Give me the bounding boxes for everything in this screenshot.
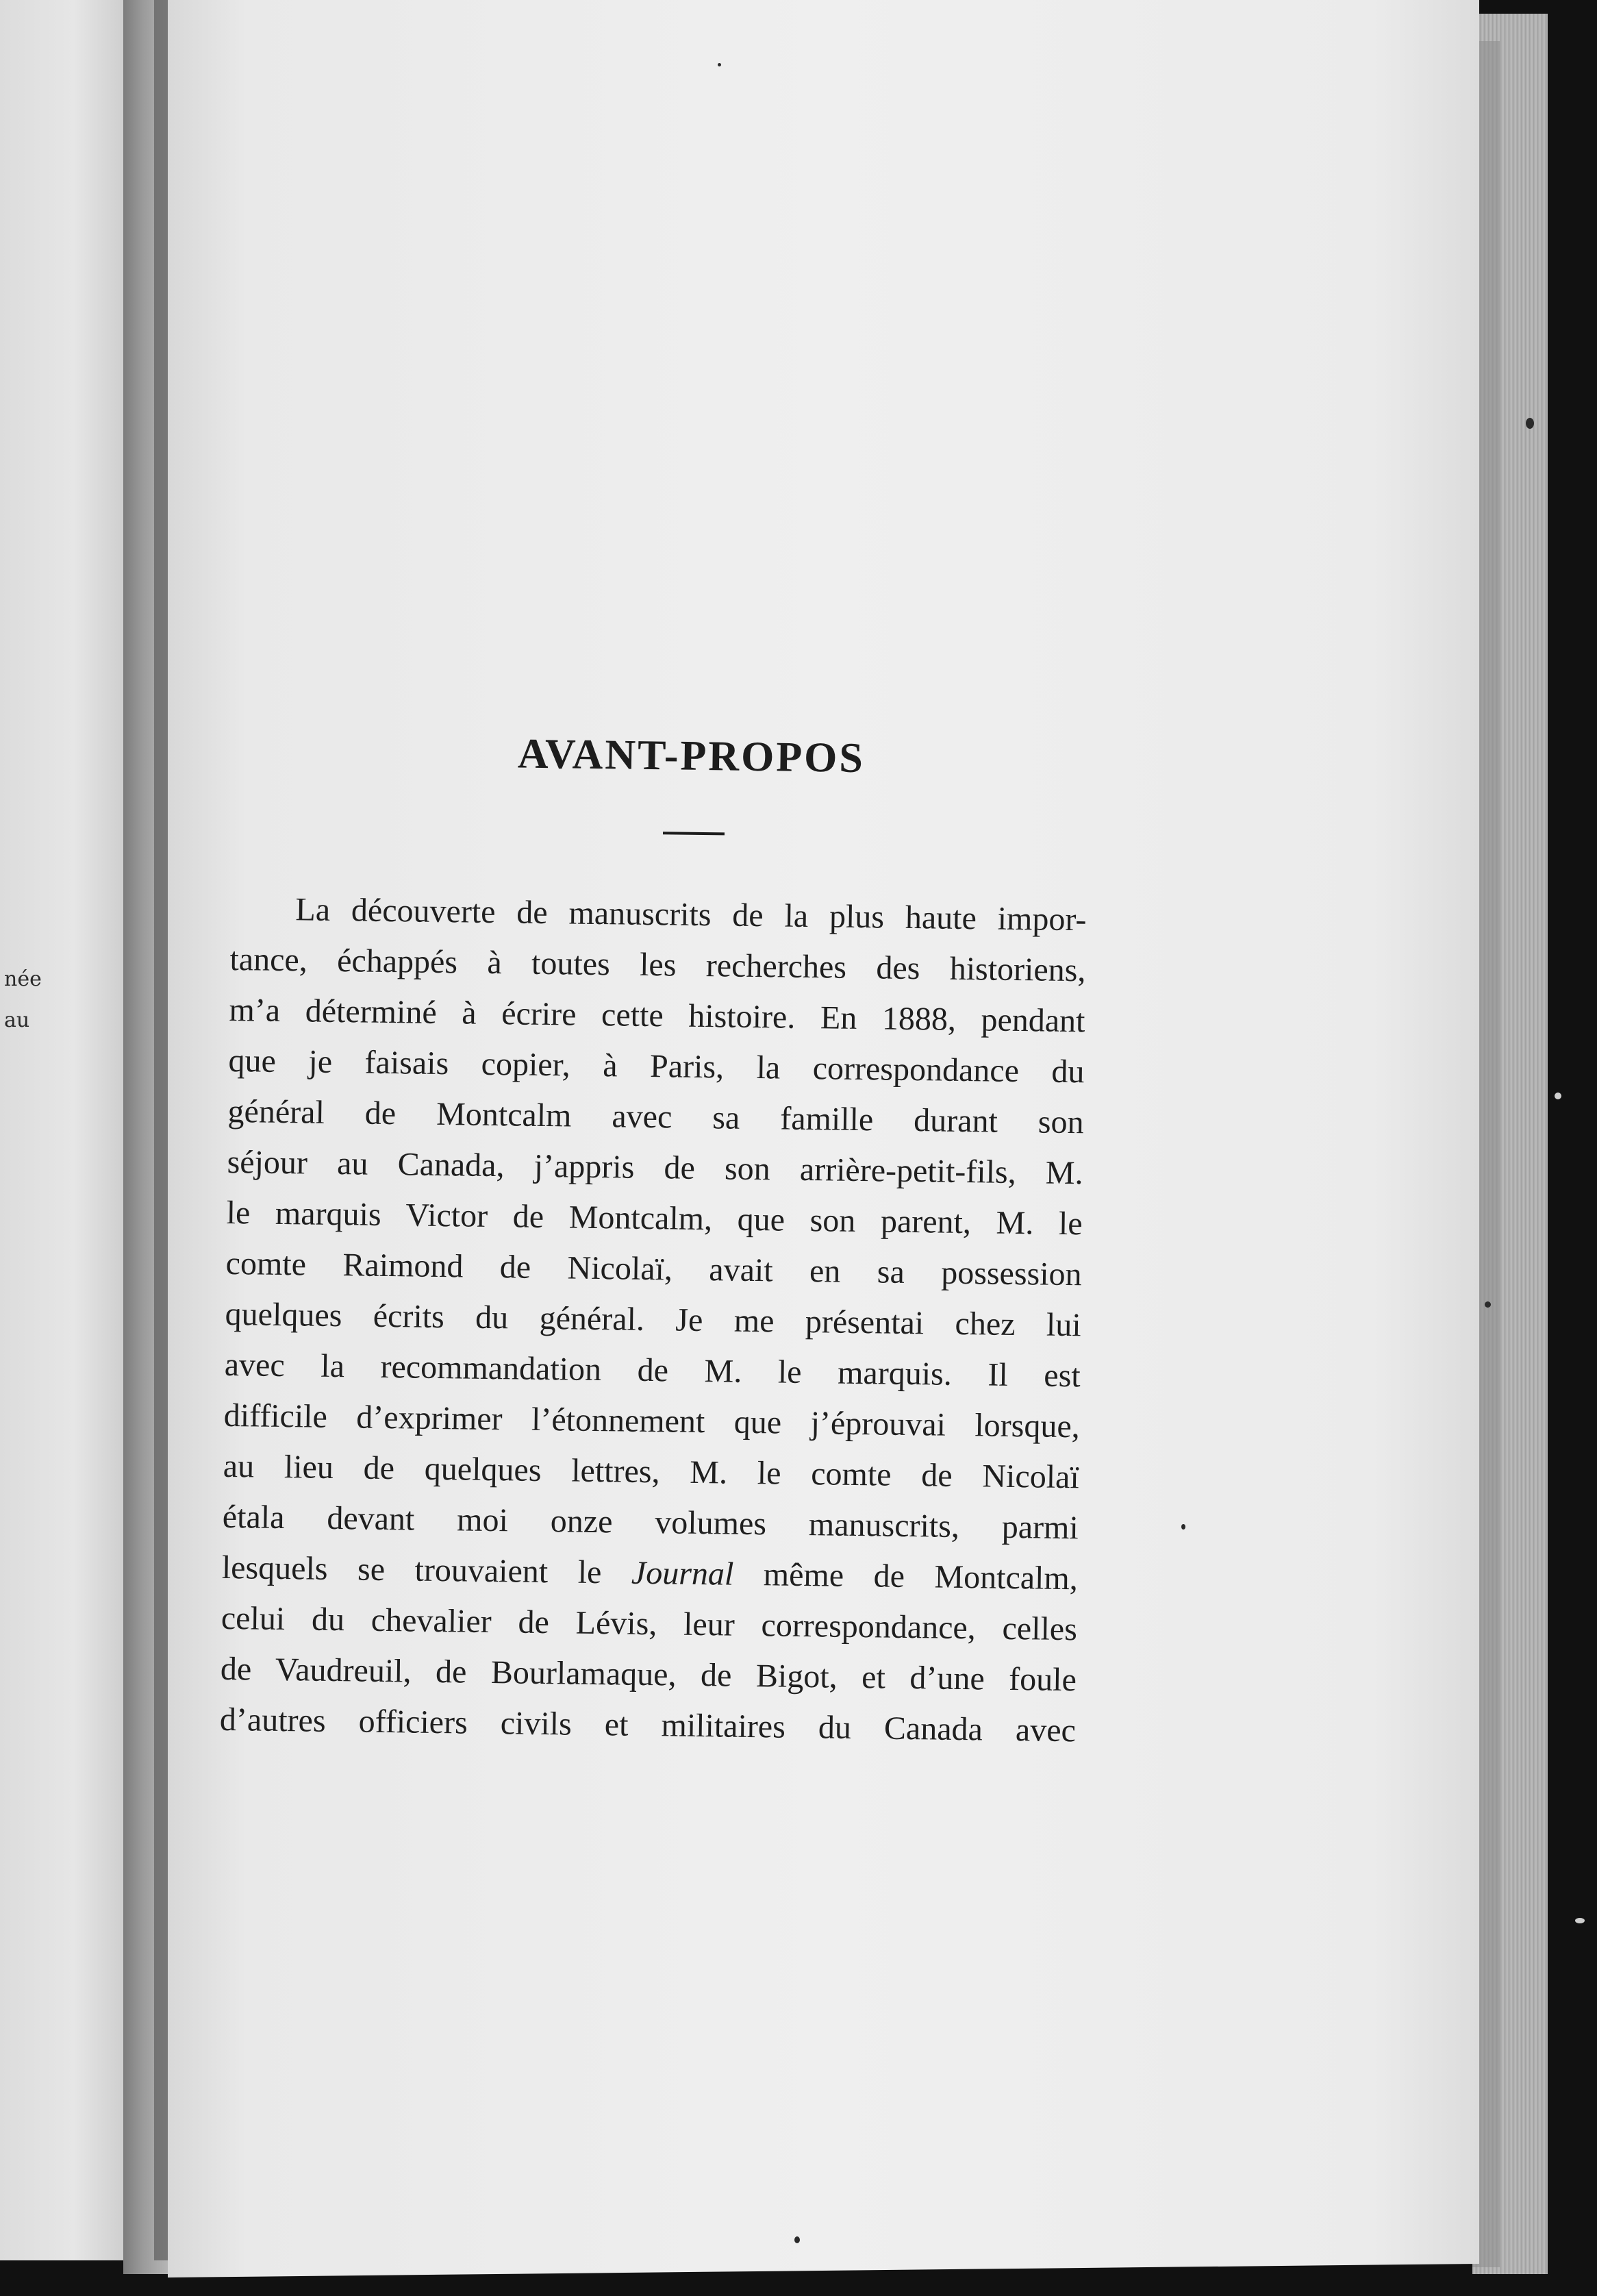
scan-speck bbox=[794, 2236, 800, 2243]
gutter-shadow bbox=[154, 0, 168, 2260]
preface-paragraph bbox=[220, 884, 1121, 1757]
heading-rule bbox=[663, 832, 725, 835]
text-line: La découverte de manuscrits de la plus haute impor- bbox=[295, 891, 1087, 938]
journal-title: Journal bbox=[631, 1554, 734, 1593]
page-heading: AVANT-PROPOS bbox=[517, 730, 866, 782]
scan-speck bbox=[1485, 1301, 1491, 1308]
text-line: difficile d’exprimer l’étonnement que j’éprouvai lorsque, bbox=[223, 1397, 1081, 1445]
scan-speck bbox=[1555, 1093, 1561, 1099]
page-content bbox=[220, 726, 1123, 1757]
text-line: m’a déterminé à écrire cette histoire. En 1888, pendant bbox=[229, 991, 1085, 1040]
text-line: général de Montcalm avec sa famille durant son bbox=[227, 1093, 1084, 1141]
text-segment: lesquels se trouvaient le bbox=[221, 1549, 632, 1591]
text-line: quelques écrits du général. Je me présentai chez lui bbox=[225, 1295, 1082, 1344]
text-line: celui du chevalier de Lévis, leur correspondance, celles bbox=[221, 1599, 1078, 1648]
left-page-edge bbox=[0, 0, 123, 2260]
scan-speck bbox=[1575, 1918, 1585, 1923]
left-page-fragment: née bbox=[4, 967, 42, 991]
text-line: séjour au Canada, j’appris de son arrière-petit-fils, M. bbox=[227, 1143, 1083, 1192]
text-line: que je faisais copier, à Paris, la correspondance du bbox=[228, 1042, 1085, 1090]
text-line: avec la recommandation de M. le marquis. Il est bbox=[224, 1346, 1081, 1395]
text-line: comte Raimond de Nicolaï, avait en sa possession bbox=[225, 1245, 1082, 1293]
text-line: tance, échappés à toutes les recherches des historiens, bbox=[229, 940, 1086, 989]
text-line: de Vaudreuil, de Bourlamaque, de Bigot, et d’une foule bbox=[220, 1650, 1077, 1699]
scan-speck bbox=[1181, 1524, 1185, 1530]
text-line: d’autres officiers civils et militaires du Canada avec bbox=[219, 1701, 1077, 1749]
scan-speck bbox=[1526, 418, 1534, 429]
text-line: au lieu de quelques lettres, M. le comte de Nicolaï bbox=[223, 1447, 1080, 1496]
text-line: le marquis Victor de Montcalm, que son parent, M. le bbox=[226, 1194, 1083, 1243]
left-page-fragment: au bbox=[4, 1008, 30, 1032]
scan-speck bbox=[718, 63, 721, 66]
text-line: étala devant moi onze volumes manuscrits, parmi bbox=[222, 1498, 1079, 1547]
text-segment: même de Montcalm, bbox=[733, 1556, 1079, 1597]
